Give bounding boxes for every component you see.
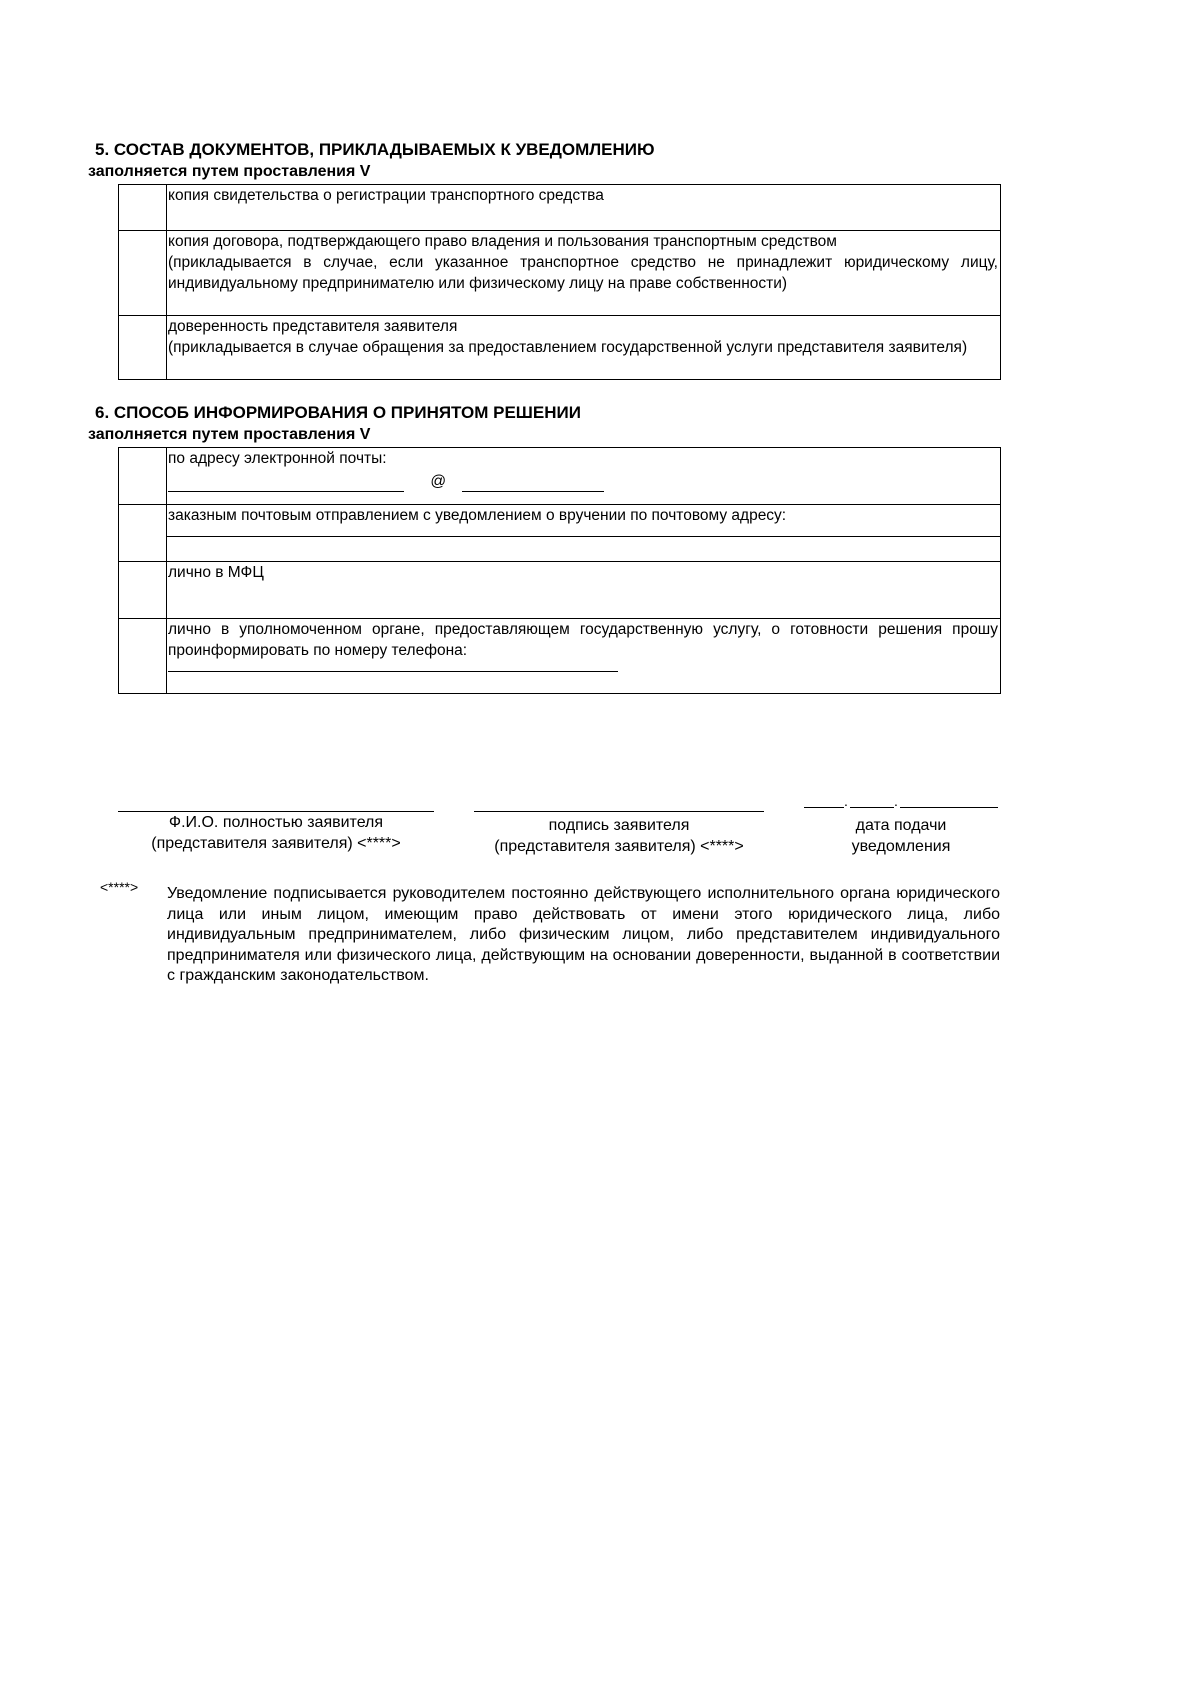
footnote-mark: <****> — [100, 879, 139, 895]
at-sign: @ — [430, 473, 447, 490]
footnote-text: Уведомление подписывается руководителем постоянно действующего исполнительного органа юридического лица или иным лицом, имеющим право действовать от имени этого юридического лица, либо индивидуальным предпринимателем, либо физическим лицом, либо представителем индивидуального предпринимателя или физического лица, действующим на основании доверенности, выданной в соответствии с гражданским законодательством. — [167, 885, 1000, 984]
applicant-name-caption — [118, 812, 434, 854]
method-row-mfc — [119, 562, 1001, 619]
date-field[interactable] — [804, 793, 998, 809]
document-row — [119, 231, 1001, 316]
document-title: доверенность представителя заявителя — [168, 318, 458, 335]
method-checkbox-cell[interactable] — [119, 619, 167, 694]
document-title: копия договора, подтверждающего право владения и пользования транспортным средством — [168, 233, 837, 250]
date-caption — [800, 815, 1002, 857]
mfc-label: лично в МФЦ — [168, 564, 264, 581]
document-checkbox-cell[interactable] — [119, 231, 167, 316]
method-checkbox-cell[interactable] — [119, 505, 167, 562]
method-cell — [167, 619, 1001, 694]
caption-line-2: (представителя заявителя) <****> — [494, 838, 744, 855]
postal-address-field[interactable] — [167, 536, 1000, 537]
document-note: (прикладывается в случае обращения за предоставлением государственной услуги представителя заявителя) — [168, 339, 968, 356]
caption-line-2: (представителя заявителя) <****> — [151, 835, 401, 852]
caption-line-1: дата подачи — [855, 817, 947, 834]
section-6-instruction: заполняется путем проставления V — [88, 426, 371, 443]
document-row — [119, 185, 1001, 231]
method-row-email — [119, 448, 1001, 505]
section-5-heading: 5. СОСТАВ ДОКУМЕНТОВ, ПРИКЛАДЫВАЕМЫХ К УВЕДОМЛЕНИЮ — [95, 140, 655, 159]
document-checkbox-cell[interactable] — [119, 316, 167, 380]
method-row-phone — [119, 619, 1001, 694]
document-note: (прикладывается в случае, если указанное транспортное средство не принадлежит юридическому лицу, индивидуальному предпринимателю или физическому лицу на праве собственности) — [168, 254, 998, 292]
document-cell — [167, 316, 1001, 380]
method-cell — [167, 448, 1001, 505]
caption-line-1: подпись заявителя — [548, 817, 690, 834]
phone-number-field[interactable] — [168, 661, 618, 672]
date-day-line[interactable] — [804, 807, 844, 808]
date-separator: . — [894, 793, 898, 809]
document-checkbox-cell[interactable] — [119, 185, 167, 231]
method-cell — [167, 505, 1001, 562]
post-label: заказным почтовым отправлением с уведомлением о вручении по почтовому адресу: — [168, 507, 787, 524]
method-cell — [167, 562, 1001, 619]
applicant-signature-caption — [469, 815, 769, 857]
method-row-post — [119, 505, 1001, 562]
document-cell — [167, 231, 1001, 316]
section-5-instruction: заполняется путем проставления V — [88, 163, 371, 180]
notification-method-table — [118, 447, 1001, 694]
phone-label: лично в уполномоченном органе, предоставляющем государственную услугу, о готовности решения прошу проинформировать по номеру телефона: — [168, 621, 998, 659]
method-checkbox-cell[interactable] — [119, 562, 167, 619]
email-label: по адресу электронной почты: — [168, 450, 387, 467]
date-separator: . — [844, 793, 848, 809]
date-year-line[interactable] — [900, 807, 998, 808]
email-domain-field[interactable] — [462, 473, 604, 492]
document-title: копия свидетельства о регистрации транспортного средства — [168, 187, 604, 204]
documents-table — [118, 184, 1001, 380]
method-checkbox-cell[interactable] — [119, 448, 167, 505]
caption-line-1: Ф.И.О. полностью заявителя — [168, 814, 384, 831]
date-month-line[interactable] — [850, 807, 894, 808]
applicant-signature-line[interactable] — [474, 811, 764, 812]
document-row — [119, 316, 1001, 380]
section-6-heading: 6. СПОСОБ ИНФОРМИРОВАНИЯ О ПРИНЯТОМ РЕШЕНИИ — [95, 403, 581, 422]
email-user-field[interactable] — [168, 473, 404, 492]
caption-line-2: уведомления — [851, 838, 951, 855]
document-cell — [167, 185, 1001, 231]
